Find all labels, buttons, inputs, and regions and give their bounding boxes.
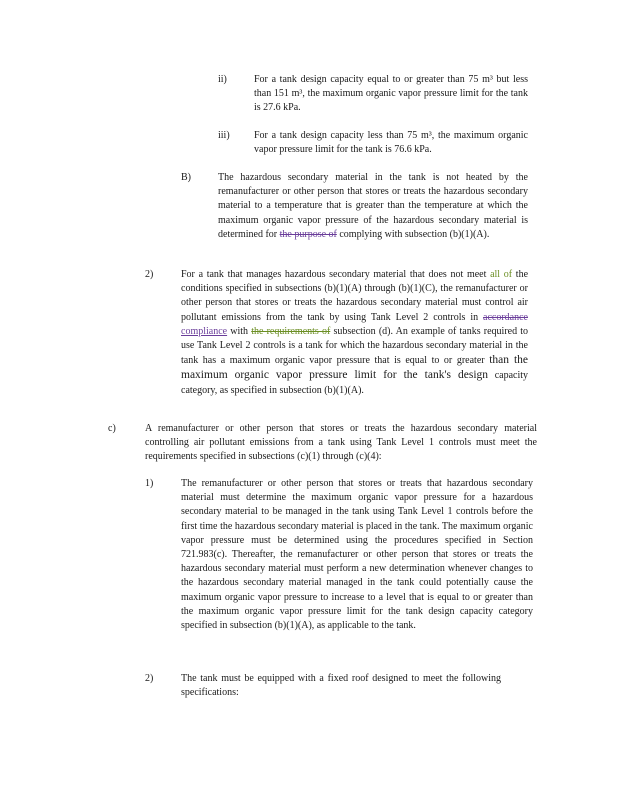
- item-b-label: B): [181, 172, 191, 183]
- item-b-text: [218, 171, 528, 242]
- item-2-t4: subsection (d). An example of tanks required to use Tank Level 2 controls is a tank for which the hazardous secondary material in the tank has a maximum organic vapor pressure that is equal to or greater: [181, 325, 529, 367]
- sub-iii-label: iii): [218, 130, 230, 141]
- sub-ii-text: For a tank design capacity equal to or greater than 75 m³ but less than 151 m³, the maximum organic vapor pressure limit for the tank is 27.6 kPa.: [254, 74, 528, 114]
- item-2-text: [181, 268, 528, 398]
- item-2-t5: capacity category, as specified in subsection (b)(1)(A).: [181, 370, 529, 396]
- item-2-inserted: all of: [490, 269, 513, 280]
- item-c2-text: The tank must be equipped with a fixed roof designed to meet the following specifications:: [181, 673, 501, 699]
- item-2-deleted-1: accordance: [483, 311, 528, 323]
- item-2-t2: the conditions specified in subsections (b)(1)(A) through (b)(1)(C), the remanufacturer or other person that stores or treats the hazardous secondary material must control air pollutant emissions from the tank by using Tank Level 2 controls in: [181, 269, 529, 323]
- item-2-added: compliance: [181, 325, 228, 337]
- item-c1-label: 1): [145, 478, 154, 489]
- sub-iii-text: For a tank design capacity less than 75 m³, the maximum organic vapor pressure limit for the tank is 76.6 kPa.: [254, 130, 528, 156]
- item-b-deleted: the purpose of: [279, 228, 337, 240]
- sub-ii-label: ii): [218, 74, 227, 85]
- item-2-big-line: than the maximum organic vapor pressure limit for the tank's design: [181, 354, 528, 382]
- item-2-deleted-2: the requirements of: [251, 325, 331, 337]
- item-2-label: 2): [145, 269, 154, 280]
- item-c1-text: The remanufacturer or other person that stores or treats that hazardous secondary material must determine the maximum organic vapor pressure for a hazardous secondary material to be managed in the tank using Tank Level 1 controls before the first time the hazardous secondary material is placed in the tank. The maximum organic vapor pressure must be determined using the procedures specified in Section 721.983(c). Thereafter, the remanufacturer or other person that stores or treats the hazardous secondary material must perform a new determination whenever changes to the hazardous secondary material managed in the tank could potentially cause the maximum organic vapor pressure to increase to a level that is equal to or greater than the maximum organic vapor pressure limit for the tank design capacity category specified in subsection (b)(1)(A), as applicable to the tank.: [181, 478, 533, 632]
- item-2-t3: with: [230, 325, 249, 337]
- item-c2-label: 2): [145, 673, 154, 684]
- item-c-label: c): [108, 423, 116, 434]
- item-2-t1: For a tank that manages hazardous secondary material that does not meet: [181, 269, 487, 280]
- item-b-body: The hazardous secondary material in the tank is not heated by the remanufacturer or other person that stores or treats the hazardous secondary material to a temperature that is greater than the temperature at which the maximum organic vapor pressure of the hazardous secondary material is determined for: [218, 172, 528, 240]
- item-c-text: A remanufacturer or other person that stores or treats the hazardous secondary material controlling air pollutant emissions from a tank using Tank Level 1 controls must meet the requirements specified in subsections (c)(1) through (c)(4):: [145, 423, 537, 463]
- item-b-end: complying with subsection (b)(1)(A).: [339, 228, 490, 240]
